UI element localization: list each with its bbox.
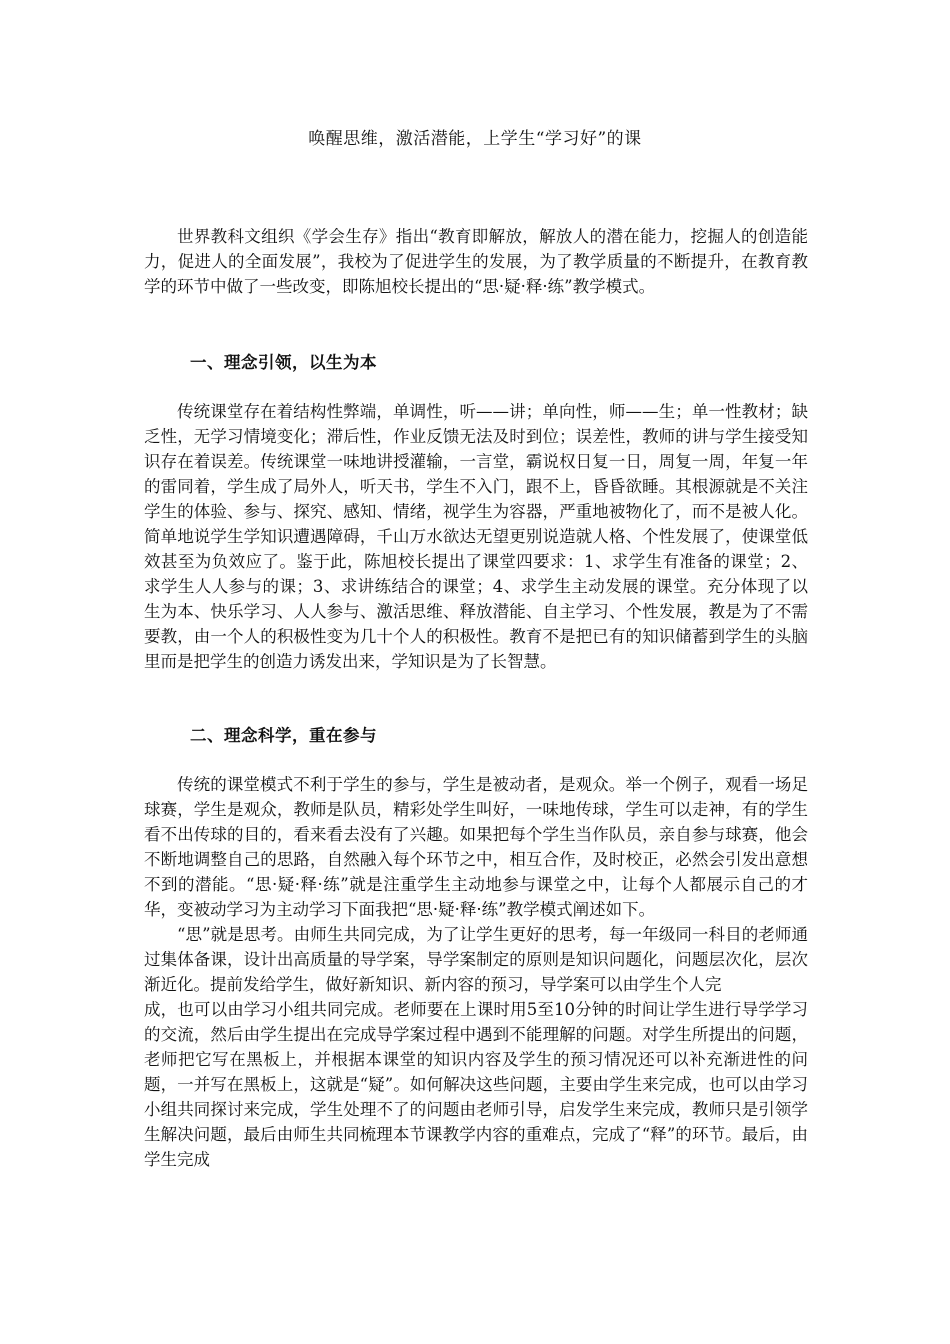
- section2-heading: 二、理念科学，重在参与: [190, 726, 377, 745]
- section1-block: [144, 399, 808, 674]
- document-title: 唤醒思维，激活潜能，上学生“学习好”的课: [308, 129, 642, 149]
- intro-block: [144, 224, 808, 299]
- section2-paragraph-1: 传统的课堂模式不利于学生的参与，学生是被动者，是观众。举一个例子，观看一场足球赛，学生是观众，教师是队员，精彩处学生叫好，一味地传球，学生可以走神，有的学生看不出传球的目的，看来看去没有了兴趣。如果把每个学生当作队员，亲自参与球赛，他会不断地调整自己的思路，自然融入每个环节之中，相互合作，及时校正，必然会引发出意想不到的潜能。“思·疑·释·练”就是注重学生主动地参与课堂之中，让每个人都展示自己的才华，变被动学习为主动学习下面我把“思·疑·释·练”教学模式阐述如下。: [144, 775, 808, 919]
- section2-paragraph-2: “思”就是思考。由师生共同完成，为了让学生更好的思考，每一年级同一科目的老师通过集体备课，设计出高质量的导学案，导学案制定的原则是知识问题化，问题层次化，层次渐近化。提前发给学生，做好新知识、新内容的预习，导学案可以由学生个人完: [144, 925, 808, 994]
- section1-heading: 一、理念引领，以生为本: [190, 353, 377, 372]
- section2-paragraph-3: 成，也可以由学习小组共同完成。老师要在上课时用5至10分钟的时间让学生进行导学学习的交流，然后由学生提出在完成导学案过程中遇到不能理解的问题。对学生所提出的问题，老师把它写在黑板上，并根据本课堂的知识内容及学生的预习情况还可以补充渐进性的问题，一并写在黑板上，这就是“疑”。如何解决这些问题，主要由学生来完成，也可以由学习小组共同探讨来完成，学生处理不了的问题由老师引导，启发学生来完成，教师只是引领学生解决问题，最后由师生共同梳理本节课教学内容的重难点，完成了“释”的环节。最后，由学生完成: [144, 1000, 808, 1169]
- intro-paragraph: 世界教科文组织《学会生存》指出“教育即解放，解放人的潜在能力，挖掘人的创造能力，促进人的全面发展”，我校为了促进学生的发展，为了教学质量的不断提升，在教育教学的环节中做了一些改变，即陈旭校长提出的“思·疑·释·练”教学模式。: [144, 227, 808, 296]
- section1-paragraph: 传统课堂存在着结构性弊端，单调性，听——讲；单向性，师——生；单一性教材；缺乏性，无学习情境变化；滞后性，作业反馈无法及时到位；误差性，教师的讲与学生接受知识存在着误差。传统课堂一味地讲授灌输，一言堂，霸说权日复一日，周复一周，年复一年的雷同着，学生成了局外人，听天书，学生不入门，跟不上，昏昏欲睡。其根源就是不关注学生的体验、参与、探究、感知、情绪，视学生为容器，严重地被物化了，而不是被人化。简单地说学生学知识遭遇障碍，千山万水欲达无望更别说造就人格、个性发展了，使课堂低效甚至为负效应了。鉴于此，陈旭校长提出了课堂四要求：1、求学生有准备的课堂；2、求学生人人参与的课；3、求讲练结合的课堂；4、求学生主动发展的课堂。充分体现了以生为本、快乐学习、人人参与、激活思维、释放潜能、自主学习、个性发展，教是为了不需要教，由一个人的积极性变为几十个人的积极性。教育不是把已有的知识储蓄到学生的头脑里而是把学生的创造力诱发出来，学知识是为了长智慧。: [144, 402, 808, 671]
- section2-block: [144, 772, 808, 1172]
